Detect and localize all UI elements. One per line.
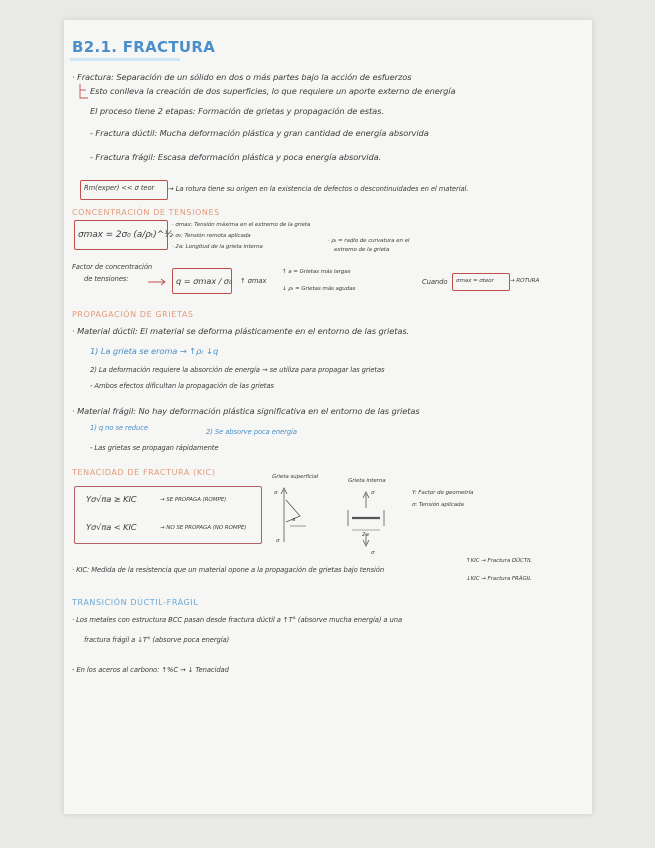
sigma-top-internal: σ: [371, 490, 375, 496]
two-a-label: 2a: [362, 532, 369, 538]
fragil-point-2: 2) Se absorve poca energía: [206, 428, 297, 436]
eq-propaga-result: → SE PROPAGA (ROMPE): [160, 497, 227, 503]
section-transicion-heading: TRANSICIÓN DÚCTIL-FRÁGIL: [72, 598, 199, 607]
bracket-arrow-icon: [78, 84, 90, 102]
etapas-note: El proceso tiene 2 etapas: Formación de grietas y propagación de estas.: [90, 106, 384, 116]
notebook-page: [64, 20, 592, 814]
down-rho-note: ↓ ρₜ = Grietas más agudas: [282, 286, 356, 292]
rm-formula: Rm(exper) << σ teor: [84, 184, 155, 192]
kic-definition: · KIC: Medida de la resistencia que un material opone a la propagación de grietas bajo tensión: [72, 566, 385, 574]
fractura-definition: · Fractura: Separación de un sólido en dos o más partes bajo la acción de esfuerzos: [72, 72, 412, 82]
rho-def-1: · ρₜ = radio de curvatura en el: [328, 238, 410, 244]
material-ductil: · Material dúctil: El material se deforma plásticamente en el entorno de las grietas.: [72, 326, 410, 336]
rho-def-2: extremo de la grieta: [334, 247, 390, 253]
sigma-zero-def: · σ₀: Tensión remota aplicada: [172, 233, 251, 239]
up-a-note: ↑ a = Grietas más largas: [282, 269, 351, 275]
condition-formula: σmax = σteor: [456, 278, 494, 284]
sigma-definition: σ: Tensión aplicada: [412, 502, 464, 508]
eq-no-propaga-result: → NO SE PROPAGA (NO ROMPE): [160, 525, 247, 531]
fragil-conclusion: - Las grietas se propagan rápidamente: [90, 444, 219, 452]
a-label: a: [292, 517, 296, 523]
section-tenacidad-heading: TENACIDAD DE FRACTURA (KIC): [72, 468, 216, 477]
factor-label-1: Factor de concentración: [72, 263, 153, 271]
transicion-line-2: fractura frágil a ↓T° (absorve poca energía): [84, 636, 230, 644]
y-definition: Y: Factor de geometría: [412, 490, 474, 496]
title-highlight: [70, 58, 180, 61]
sigma-max-formula: σmax = 2σ₀ (a/ρₜ)^½: [78, 230, 173, 240]
sigma-bottom-internal: σ: [371, 550, 375, 556]
transicion-line-1: · Los metales con estructura BCC pasan desde fractura dúctil a ↑T° (absorve mucha energía) a una: [72, 616, 403, 624]
cuando-label: Cuando: [422, 278, 448, 286]
section-propagacion-heading: PROPAGACIÓN DE GRIETAS: [72, 310, 194, 319]
arrow-right-icon: [148, 279, 168, 285]
kic-down: ↓KIC → Fractura FRÁGIL: [466, 576, 532, 582]
rotura-label: → ROTURA: [510, 278, 540, 284]
material-fragil: · Material frágil: No hay deformación plástica significativa en el entorno de las grietas: [72, 406, 420, 416]
sigma-top-surface: σ: [274, 490, 278, 496]
fragil-definition: - Fractura frágil: Escasa deformación plástica y poca energía absorvida.: [90, 152, 382, 162]
ductil-definition: - Fractura dúctil: Mucha deformación plástica y gran cantidad de energía absorvida: [90, 128, 429, 138]
eq-no-propaga: Yσ√πa < KIC: [86, 522, 137, 532]
section-concentracion-heading: CONCENTRACIÓN DE TENSIONES: [72, 208, 220, 217]
q-formula: q = σmax / σ₀: [176, 276, 233, 286]
eq-propaga: Yσ√πa ≥ KIC: [86, 494, 137, 504]
ductil-conclusion: - Ambos efectos dificultan la propagación de las grietas: [90, 382, 274, 390]
sigma-bottom-surface: σ: [276, 538, 280, 544]
length-def: · 2a: Longitud de la grieta interna: [172, 244, 263, 250]
factor-label-2: de tensiones:: [84, 275, 129, 283]
surface-crack-diagram: [278, 486, 318, 546]
internal-crack-diagram: [346, 490, 386, 548]
page-title: B2.1. FRACTURA: [72, 38, 216, 56]
transicion-line-3: - En los aceros al carbono: ↑%C → ↓ Tenacidad: [72, 666, 229, 674]
kic-up: ↑KIC → Fractura DÚCTIL: [466, 558, 532, 564]
ductil-point-2: 2) La deformación requiere la absorción de energía → se utiliza para propagar las grietas: [90, 366, 385, 374]
up-sigma-max: ↑ σmax: [240, 277, 267, 285]
surface-crack-label: Grieta superficial: [272, 474, 319, 480]
ductil-point-1: 1) La grieta se eroma → ↑ρₜ ↓q: [90, 346, 219, 356]
sigma-max-def: · σmax: Tensión máxima en el extremo de la grieta: [172, 222, 311, 228]
conlleva-note: Esto conlleva la creación de dos superficies, lo que requiere un aporte externo de energía: [90, 86, 456, 96]
internal-crack-label: Grieta interna: [348, 478, 386, 484]
fragil-point-1: 1) q no se reduce: [90, 424, 148, 432]
rm-explanation: → La rotura tiene su origen en la existencia de defectos o descontinuidades en el material.: [168, 185, 469, 193]
